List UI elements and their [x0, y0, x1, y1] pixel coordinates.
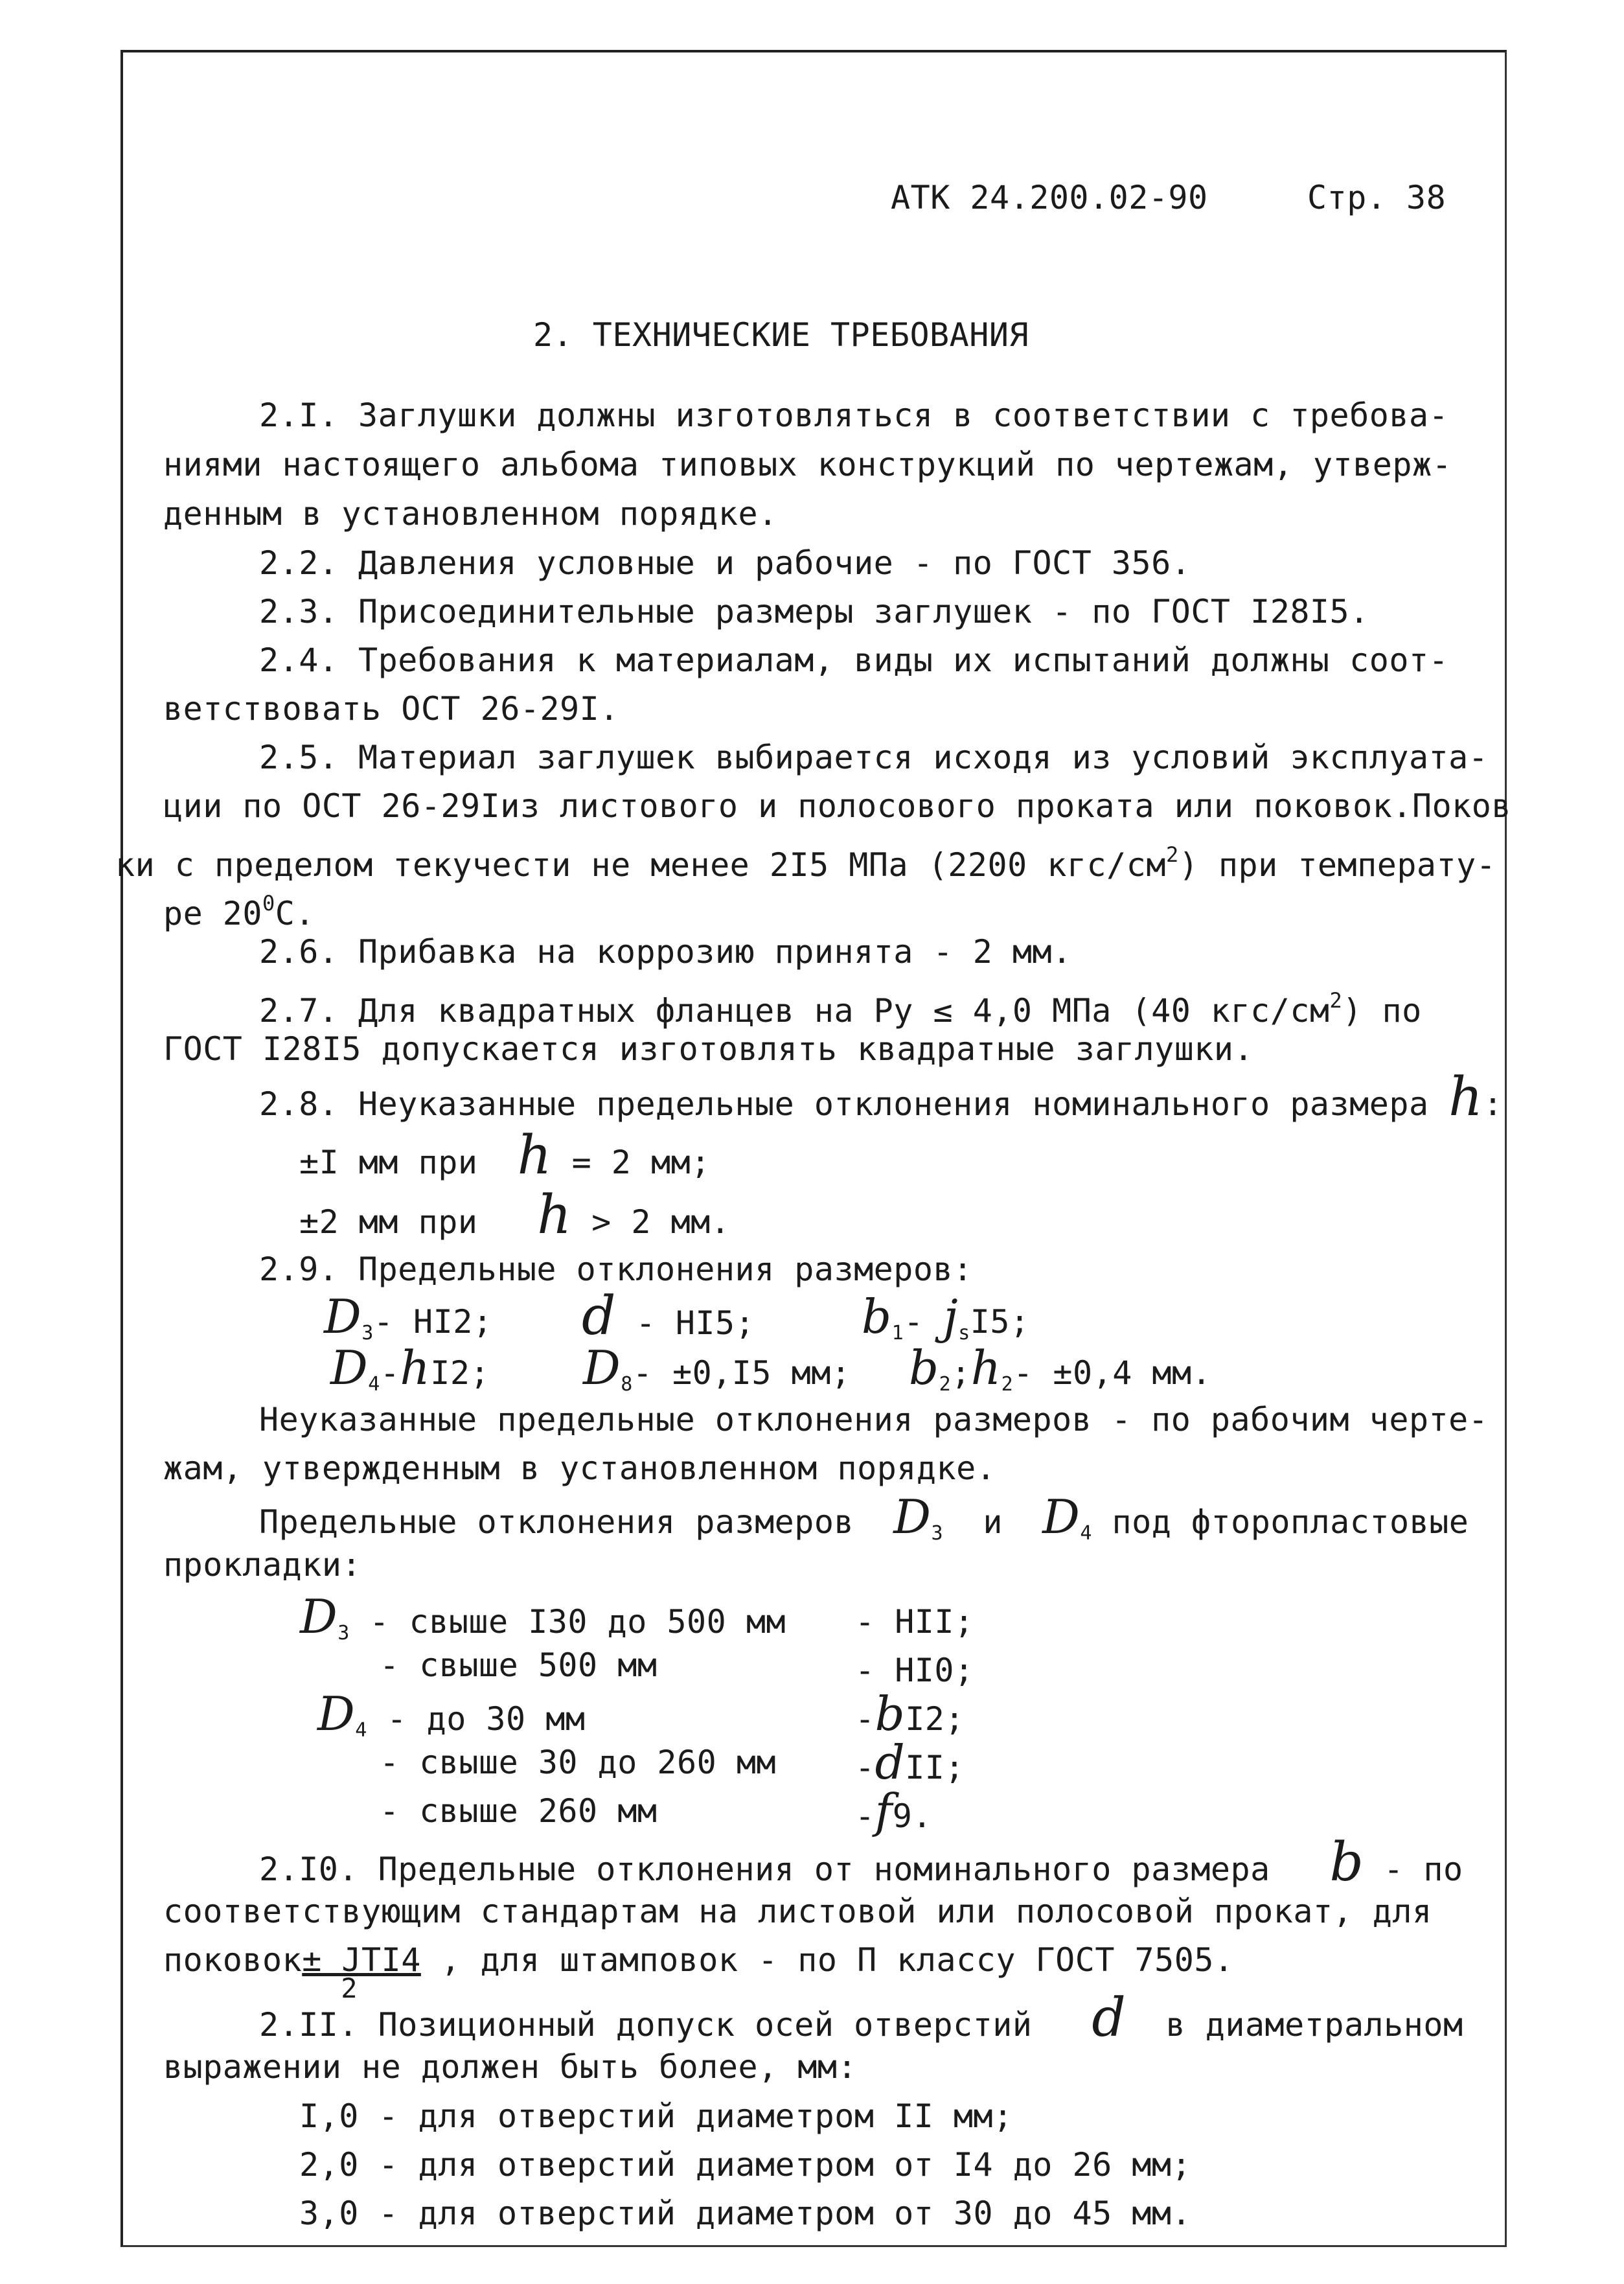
p22: 2.2. Давления условные и рабочие - по ГОСТ 356. [259, 544, 1191, 582]
p21-line1: 2.I. Заглушки должны изготовляться в соответствии с требова- [259, 397, 1449, 434]
p29b-line2: жам, утвержденным в установленном порядке. [163, 1449, 996, 1487]
p24-line1: 2.4. Требования к материалам, виды их испытаний должны соот- [259, 641, 1449, 679]
tol-row: $D_3$ - свыше I30 до 500 мм [300, 1589, 786, 1644]
p25-line3: ки с пределом текучести не менее 2I5 МПа (2200 кгс/$см^2$) при температу- [115, 842, 1496, 884]
doc-code: АТК 24.200.02-90 [891, 179, 1208, 216]
p28-line1: 2.8. Неуказанные предельные отклонения номинального размера h: [259, 1067, 1504, 1128]
p210-line1: 2.I0. Предельные отклонения от номинального размера b - по [259, 1832, 1463, 1893]
p25-line4: ре $20^0С$. [163, 891, 315, 932]
p29-row1c: $b_1-$ $j_sI5$; [862, 1289, 1030, 1344]
section-title: 2. ТЕХНИЧЕСКИЕ ТРЕБОВАНИЯ [533, 316, 1029, 354]
p21-line3: денным в установленном порядке. [163, 495, 778, 533]
p23: 2.3. Присоединительные размеры заглушек - по ГОСТ I28I5. [259, 593, 1369, 630]
tol-value: -bI2; [855, 1687, 965, 1741]
p29-row1: $D_3-$ HI2; [324, 1289, 493, 1344]
tol-value: - HI0; [855, 1652, 974, 1689]
p25-line2: ции по ОСТ 26-29Iиз листового и полосового проката или поковок.Поков [163, 787, 1511, 825]
p27-line2: ГОСТ I28I5 допускается изготовлять квадратные заглушки. [163, 1030, 1254, 1068]
p27-line1: 2.7. Для квадратных фланцев на Ру ≤ 4,0 МПа (40 кгс/$см^2$) по [259, 988, 1422, 1030]
p29-row2b: $D_8- \pm 0,I5$ мм; [583, 1341, 851, 1396]
p25-line1: 2.5. Материал заглушек выбирается исходя из условий эксплуата- [259, 739, 1489, 776]
p28-row2: ±2 мм при h > 2 мм. [299, 1184, 731, 1246]
p29b-line4: прокладки: [163, 1546, 362, 1584]
tol-row: - свыше 30 до 260 мм [380, 1744, 777, 1781]
tol-value: - HII; [855, 1603, 974, 1641]
p29b-line3: Предельные отклонения размеров $D_3$ и $D_4$ под фторопластовые [259, 1490, 1469, 1545]
tol-row: - свыше 500 мм [380, 1646, 658, 1684]
p24-line2: ветствовать ОСТ 26-29I. [163, 690, 619, 728]
p211-line1: 2.II. Позиционный допуск осей отверстий d в диаметральном [259, 1987, 1463, 2049]
p21-line2: ниями настоящего альбома типовых конструкций по чертежам, утверж- [163, 446, 1452, 483]
p29-row1b: d - HI5; [582, 1286, 755, 1347]
list-item: 3,0 - для отверстий диаметром от 30 до 45 мм. [299, 2195, 1192, 2232]
p211-line2: выражении не должен быть более, мм: [163, 2048, 858, 2086]
p210-line3: поковок± JTI4 2 , для штамповок - по П классу ГОСТ 7505. [163, 1941, 1234, 2004]
p29-row2c: $b_2;h_2- \pm 0,4$ мм. [909, 1341, 1212, 1396]
p26: 2.6. Прибавка на коррозию принята - 2 мм. [259, 933, 1072, 971]
p28-row1: ±I мм при h = 2 мм; [299, 1125, 711, 1186]
tol-row: $D_4$ - до 30 мм [317, 1687, 586, 1742]
list-item: 2,0 - для отверстий диаметром от I4 до 26 мм; [299, 2146, 1192, 2184]
tol-row: - свыше 260 мм [380, 1792, 658, 1830]
list-item: I,0 - для отверстий диаметром II мм; [299, 2097, 1013, 2135]
tol-value: -dII; [855, 1735, 965, 1790]
p210-line2: соответствующим стандартам на листовой или полосовой прокат, для [163, 1893, 1432, 1930]
tol-value: -f9. [855, 1784, 932, 1838]
p29-row2: $D_4-hI2$; [330, 1341, 490, 1396]
p29b-line1: Неуказанные предельные отклонения размеров - по рабочим черте- [259, 1401, 1489, 1438]
page-number: Стр. 38 [1307, 179, 1447, 216]
p29-line1: 2.9. Предельные отклонения размеров: [259, 1251, 973, 1288]
